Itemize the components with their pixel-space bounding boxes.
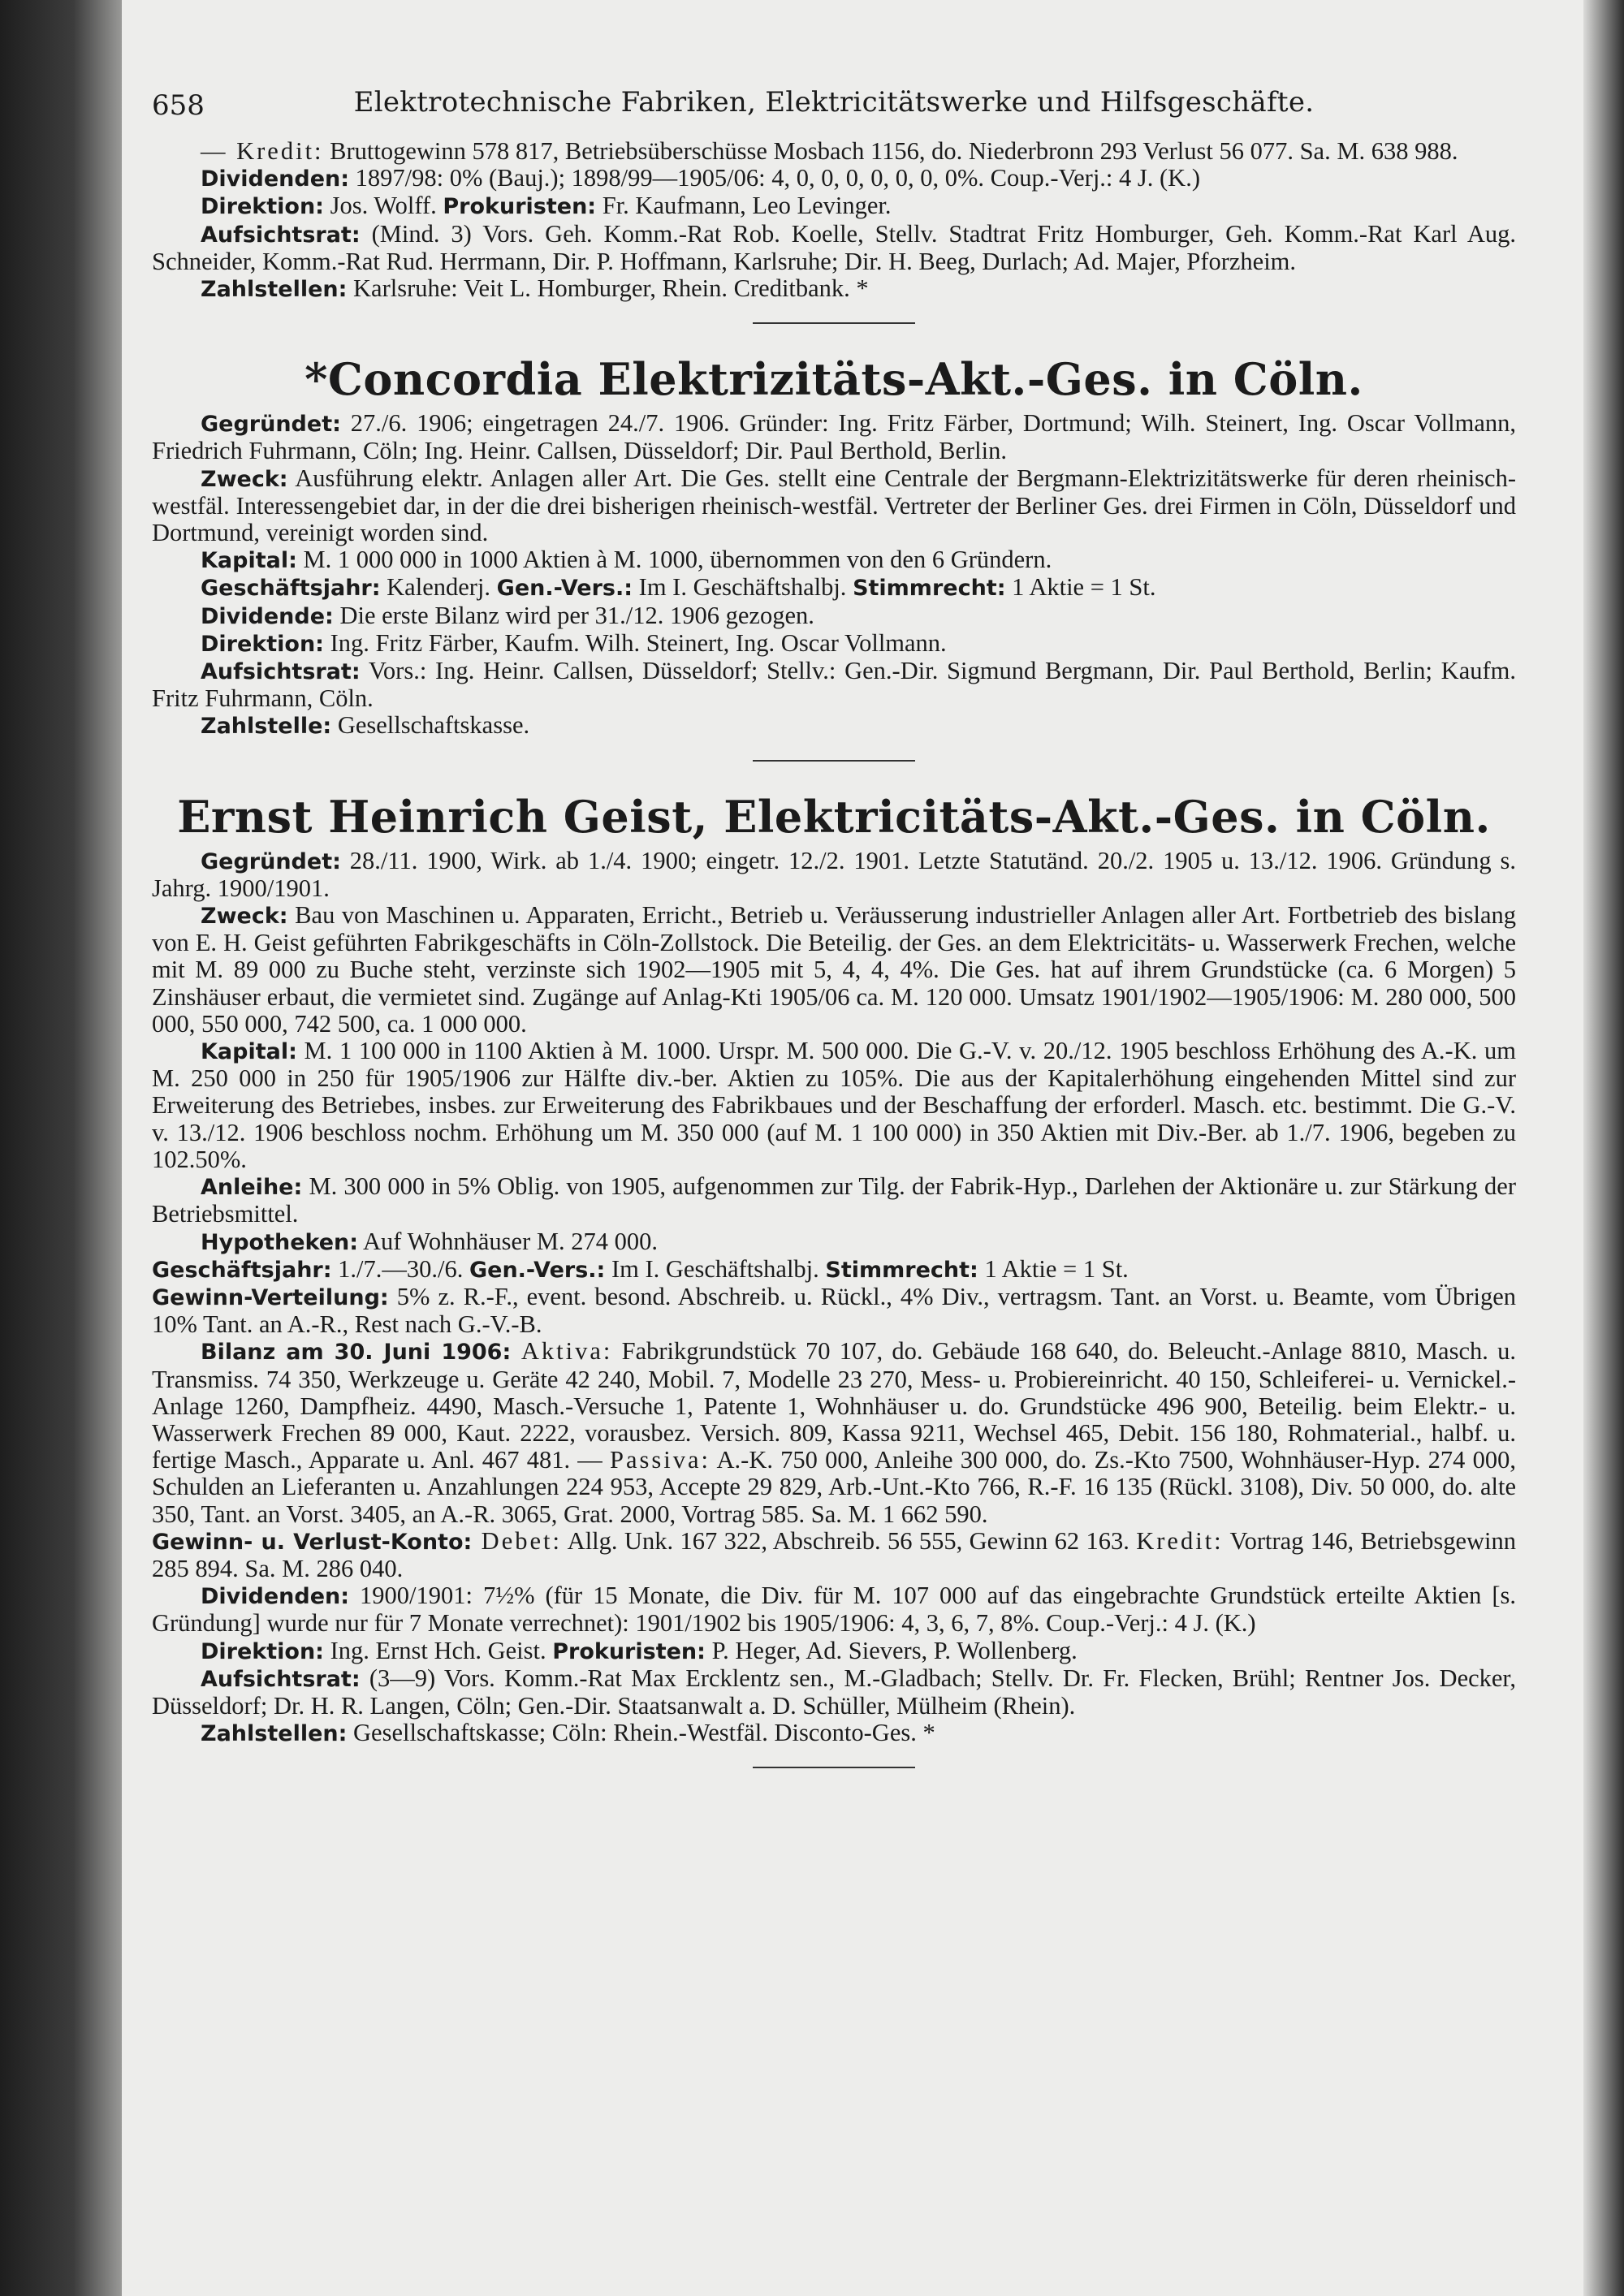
geschaeftsjahr-paragraph [152, 574, 1516, 602]
page-content [152, 81, 1516, 1798]
zweck-text: Ausführung elektr. Anlagen aller Art. Die Ges. stellt eine Centrale der Bergmann-Elektrizitätswerke für deren rheinisch-westfäl. Interessengebiet dar, in der die drei bisherigen rheinisch-westfäl. Vertreter der Berliner Ges. drei Firmen in Cöln, Düsseldorf und Dortmund, vereinigt worden sind. [152, 464, 1516, 547]
page-header [152, 81, 1516, 130]
anleihe-paragraph [152, 1173, 1516, 1228]
running-title: Elektrotechnische Fabriken, Elektricitätswerke und Hilfsgeschäfte. [353, 86, 1315, 119]
direktion-label: Direktion: [201, 631, 324, 657]
zweck-paragraph [152, 465, 1516, 547]
direktion-paragraph [152, 630, 1516, 658]
aufsichtsrat-paragraph [152, 658, 1516, 712]
zweck-label: Zweck: [201, 904, 288, 930]
bilanz-passiva-text: A.-K. 750 000, Anleihe 300 000, do. Zs.-Kto 7500, Wohnhäuser-Hyp. 274 000, Schulden an Lieferanten u. Anzahlungen 224 953, Accepte 29 829, Arb.-Unt.-Kto 766, R.-F. 16 135 (Rückl. 3108), Div. 50 000, do. alte 350, Tant. an Vorst. 3405, an A.-R. 3065, Grat. 2000, Vortrag 585. Sa. M. 1 662 590. [152, 1446, 1517, 1528]
stimmrecht-text: 1 Aktie = 1 St. [1005, 573, 1156, 602]
zweck-text: Bau von Maschinen u. Apparaten, Erricht., Betrieb u. Veräusserung industrieller Anlagen aller Art. Fortbetrieb des bislang von E. H. Geist geführten Fabrikgeschäfts in Cöln-Zollstock. Die Beteilig. der Ges. an dem Elektricitäts- u. Wasserwerk Frechen, welche mit M. 89 000 zu Buche steht, verzinste sich 1902—1905 mit 5, 4, 4, 4%. Die Ges. hat auf ihrem Grundstücke (ca. 6 Morgen) 5 Zinshäuser erbaut, die vermietet sind. Zugänge auf Anlag-Kti 1905/06 ca. M. 120 000. Umsatz 1901/1902—1905/1906: M. 280 000, 500 000, 550 000, 742 500, ca. 1 000 000. [152, 901, 1516, 1038]
hypotheken-paragraph [152, 1228, 1516, 1256]
kapital-paragraph [152, 546, 1516, 574]
aufsichtsrat-paragraph [152, 221, 1516, 275]
zahlstellen-label: Zahlstellen: [201, 277, 348, 303]
direktion-label: Direktion: [201, 194, 324, 220]
anleihe-text: M. 300 000 in 5% Oblig. von 1905, aufgenommen zur Tilg. der Fabrik-Hyp., Darlehen der Aktionäre u. zur Stärkung der Betriebsmittel. [152, 1172, 1516, 1228]
prokuristen-text: P. Heger, Ad. Sievers, P. Wollenberg. [705, 1636, 1078, 1664]
aufsichtsrat-label: Aufsichtsrat: [201, 659, 361, 685]
gegruendet-label: Gegründet: [201, 412, 341, 438]
aufsichtsrat-text: (Mind. 3) Vors. Geh. Komm.-Rat Rob. Koelle, Stellv. Stadtrat Fritz Homburger, Geh. Komm.-Rat Karl Aug. Schneider, Komm.-Rat Rud. Herrmann, Dir. P. Hoffmann, Karlsruhe; Dir. H. Beeg, Durlach; Ad. Majer, Pforzheim. [152, 219, 1516, 275]
section-divider [753, 322, 915, 324]
geist-entry [152, 791, 1516, 1748]
kredit-label: — Kredit: [201, 137, 324, 165]
aufsichtsrat-text: Vors.: Ing. Heinr. Callsen, Düsseldorf; Stellv.: Gen.-Dir. Sigmund Bergmann, Dir. Paul Berthold, Berlin; Kaufm. Fritz Fuhrmann, Cöln. [152, 657, 1516, 713]
kredit-paragraph [152, 138, 1516, 165]
zahlstellen-text: Karlsruhe: Veit L. Homburger, Rhein. Creditbank. * [347, 274, 869, 303]
bilanz-aktiva-label: Aktiva: [511, 1337, 613, 1366]
bilanz-label: Bilanz am 30. Juni 1906: [201, 1340, 512, 1366]
kapital-text: M. 1 100 000 in 1100 Aktien à M. 1000. Urspr. M. 500 000. Die G.-V. v. 20./12. 1905 beschloss Erhöhung des A.-K. um M. 250 000 in 250 für 1905/1906 zur Hälfte div.-ber. Aktien zu 105%. Die aus der Kapitalerhöhung eingehenden Mittel sind zur Erweiterung des Betriebes, insbes. zur Erweiterung des Fabrikbaues und der Beschaffung der erforderl. Masch. etc. bestimmt. Die G.-V. v. 13./12. 1906 beschloss nochm. Erhöhung um M. 350 000 (auf M. 1 100 000) in 350 Aktien mit Div.-Ber. ab 1./7. 1906, begeben zu 102.50%. [152, 1037, 1516, 1173]
bilanz-passiva-label: Passiva: [610, 1446, 710, 1474]
stimmrecht-label: Stimmrecht: [853, 576, 1006, 602]
prokuristen-label: Prokuristen: [443, 194, 597, 220]
kapital-paragraph [152, 1038, 1516, 1173]
gv-konto-paragraph [152, 1528, 1516, 1582]
zweck-label: Zweck: [201, 466, 288, 492]
genvers-text: Im I. Geschäftshalbj. [605, 1254, 826, 1283]
aufsichtsrat-paragraph [152, 1665, 1516, 1720]
genvers-label: Gen.-Vers.: [496, 576, 633, 602]
dividende-paragraph [152, 602, 1516, 630]
gewinn-verteilung-paragraph [152, 1284, 1516, 1338]
scan-left-edge [0, 0, 122, 2296]
zahlstelle-paragraph [152, 712, 1516, 740]
gv-konto-label: Gewinn- u. Verlust-Konto: [152, 1529, 473, 1555]
direktion-text: Jos. Wolff. [323, 192, 437, 220]
zweck-paragraph [152, 902, 1516, 1038]
gegruendet-paragraph [152, 848, 1516, 902]
hypotheken-label: Hypotheken: [201, 1229, 359, 1255]
dividenden-text: 1897/98: 0% (Bauj.); 1898/99—1905/06: 4, 0, 0, 0, 0, 0, 0, 0%. Coup.-Verj.: 4 J. (K.) [349, 164, 1200, 192]
dividende-text: Die erste Bilanz wird per 31./12. 1906 gezogen. [333, 601, 814, 629]
section-divider [753, 1767, 915, 1768]
geschaeftsjahr-label: Geschäftsjahr: [152, 1257, 332, 1283]
direktion-text: Ing. Ernst Hch. Geist. [323, 1636, 553, 1664]
direktion-label: Direktion: [201, 1638, 324, 1664]
gegruendet-paragraph [152, 410, 1516, 464]
bilanz-paragraph [152, 1338, 1516, 1527]
kapital-text: M. 1 000 000 in 1000 Aktien à M. 1000, übernommen von den 6 Gründern. [296, 546, 1052, 574]
gegruendet-label: Gegründet: [201, 848, 341, 874]
geschaeftsjahr-text: Kalenderj. [380, 573, 497, 602]
page-number: 658 [152, 89, 205, 122]
gv-konto-kredit-label: Kredit: [1136, 1526, 1224, 1555]
dividenden-paragraph [152, 165, 1516, 192]
zahlstellen-label: Zahlstellen: [201, 1721, 348, 1747]
stimmrecht-text: 1 Aktie = 1 St. [978, 1254, 1129, 1283]
kapital-label: Kapital: [201, 1039, 297, 1065]
direktion-paragraph [152, 1638, 1516, 1665]
direktion-paragraph [152, 192, 1516, 220]
kredit-text: Bruttogewinn 578 817, Betriebsüberschüsse Mosbach 1156, do. Niederbronn 293 Verlust 56 077. Sa. M. 638 988. [323, 137, 1458, 165]
genvers-label: Gen.-Vers.: [469, 1257, 606, 1283]
dividenden-label: Dividenden: [201, 166, 350, 192]
aufsichtsrat-text: (3—9) Vors. Komm.-Rat Max Ercklentz sen., M.-Gladbach; Stellv. Dr. Fr. Flecken, Brühl; Rentner Jos. Decker, Düsseldorf; Dr. H. R. Langen, Cöln; Gen.-Dir. Staatsanwalt a. D. Schüller, Mülheim (Rhein). [152, 1664, 1516, 1720]
gewinn-verteilung-text: 5% z. R.-F., event. besond. Abschreib. u. Rückl., 4% Div., vertragsm. Tant. an Vorst. u. Beamte, vom Übrigen 10% Tant. an A.-R., Rest nach G.-V.-B. [152, 1282, 1516, 1339]
gegruendet-text: 27./6. 1906; eingetragen 24./7. 1906. Gründer: Ing. Fritz Färber, Dortmund; Wilh. Steinert, Ing. Oscar Vollmann, Friedrich Fuhrmann, Cöln; Ing. Heinr. Callsen, Düsseldorf; Dir. Paul Berthold, Berlin. [152, 409, 1516, 465]
anleihe-label: Anleihe: [201, 1175, 303, 1201]
gewinn-verteilung-label: Gewinn-Verteilung: [152, 1284, 389, 1310]
concordia-title: *Concordia Elektrizitäts-Akt.-Ges. in Cöln. [304, 353, 1363, 406]
section-divider [753, 760, 915, 762]
geschaeftsjahr-paragraph [152, 1256, 1516, 1284]
aufsichtsrat-label: Aufsichtsrat: [201, 1666, 361, 1692]
zahlstellen-text: Gesellschaftskasse; Cöln: Rhein.-Westfäl. Disconto-Ges. * [347, 1719, 935, 1747]
geist-title: Ernst Heinrich Geist, Elektricitäts-Akt.-Ges. in Cöln. [177, 790, 1491, 843]
zahlstelle-label: Zahlstelle: [201, 714, 332, 740]
dividenden-label: Dividenden: [201, 1584, 350, 1610]
bilanz-aktiva-text: Fabrikgrundstück 70 107, do. Gebäude 168 640, do. Beleucht.-Anlage 8810, Masch. u. Transmiss. 74 350, Werkzeuge u. Geräte 42 240, Mobil. 7, Modelle 23 270, Mess- u. Probiereinricht. 40 150, Schleiferei- u. Vernickel.-Anlage 1260, Dampfheiz. 4490, Masch.-Versuche 1, Patente 1, Wohnhäuser u. do. Grundstücke 496 900, Beteilig. beim Elektr.- u. Wasserwerk Frechen 89 000, Kaut. 2222, vorausbez. Versich. 809, Kassa 9211, Wechsel 465, Debit. 156 180, Rohmaterial., halbf. u. fertige Masch., Apparate u. Anl. 467 481. — [152, 1337, 1516, 1474]
zahlstellen-paragraph [152, 275, 1516, 303]
stimmrecht-label: Stimmrecht: [825, 1257, 978, 1283]
kapital-label: Kapital: [201, 548, 297, 574]
gegruendet-text: 28./11. 1900, Wirk. ab 1./4. 1900; eingetr. 12./2. 1901. Letzte Statutänd. 20./2. 1905 u. 13./12. 1906. Gründung s. Jahrg. 1900/1901. [152, 846, 1516, 902]
dividenden-text: 1900/1901: 7½% (für 15 Monate, die Div. für M. 107 000 auf das eingebrachte Grundstück erteilte Aktien [s. Gründung] wurde nur für 7 Monate verrechnet): 1901/1902 bis 1905/1906: 4, 3, 6, 7, 8%. Coup.-Verj.: 4 J. (K.) [152, 1582, 1516, 1638]
zahlstellen-paragraph [152, 1720, 1516, 1747]
direktion-text: Ing. Fritz Färber, Kaufm. Wilh. Steinert, Ing. Oscar Vollmann. [323, 628, 947, 657]
concordia-entry [152, 353, 1516, 740]
scan-right-edge [1583, 0, 1624, 2296]
prokuristen-label: Prokuristen: [552, 1638, 706, 1664]
prokuristen-text: Fr. Kaufmann, Leo Levinger. [596, 192, 892, 220]
geschaeftsjahr-label: Geschäftsjahr: [201, 576, 381, 602]
previous-entry-tail [152, 138, 1516, 303]
dividende-label: Dividende: [201, 603, 334, 629]
zahlstelle-text: Gesellschaftskasse. [331, 711, 530, 740]
genvers-text: Im I. Geschäftshalbj. [633, 573, 853, 602]
geschaeftsjahr-text: 1./7.—30./6. [331, 1254, 469, 1283]
gv-konto-debet-label: Debet: [472, 1526, 562, 1555]
hypotheken-text: Auf Wohnhäuser M. 274 000. [358, 1227, 658, 1255]
gv-konto-debet-text: Allg. Unk. 167 322, Abschreib. 56 555, Gewinn 62 163. [561, 1526, 1137, 1555]
gv-konto-kredit-text: Vortrag 146, Betriebsgewinn 285 894. Sa. M. 286 040. [152, 1526, 1516, 1582]
aufsichtsrat-label: Aufsichtsrat: [201, 222, 361, 248]
dividenden-paragraph [152, 1582, 1516, 1637]
